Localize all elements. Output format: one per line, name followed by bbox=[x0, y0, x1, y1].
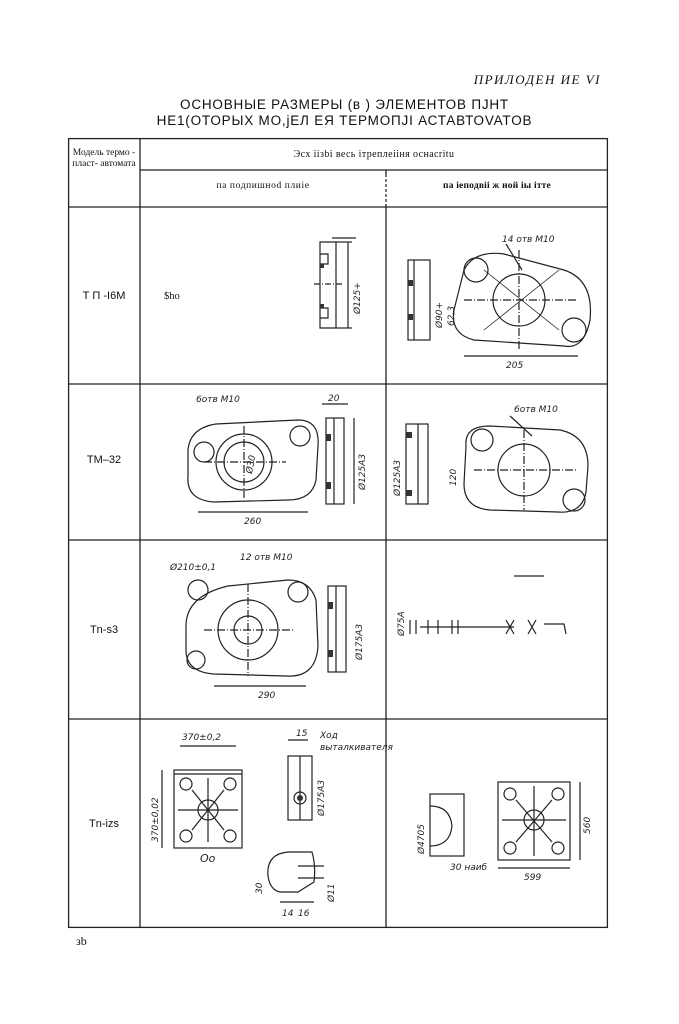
dim-r2f-1: Ø30 bbox=[245, 454, 259, 475]
model-row-1: Т П -I6М bbox=[82, 290, 126, 302]
drawing-r3-moving bbox=[394, 570, 604, 650]
dim-r4f-9: 16 bbox=[298, 909, 310, 919]
dim-r2f-0: 6отв М10 bbox=[196, 395, 240, 405]
dim-r4f-8: 14 bbox=[282, 909, 294, 919]
dim-r3m-0: Ø75A bbox=[397, 611, 407, 636]
dim-r1m-2: 62,3 bbox=[447, 305, 457, 326]
dim-r4m-3: 599 bbox=[524, 873, 542, 883]
dim-r4f-5: Ø175A3 bbox=[317, 779, 327, 816]
drawing-r4-moving bbox=[394, 764, 600, 884]
drawing-r2-fixed bbox=[168, 390, 378, 530]
model-row-4: Tn-izs bbox=[89, 818, 119, 830]
dim-r1m-1: Ø90+ bbox=[435, 301, 445, 328]
dim-r1m-3: 205 bbox=[506, 361, 524, 371]
page-number: зb bbox=[76, 934, 87, 948]
dim-r4f-4: 370±0,02 bbox=[151, 797, 161, 842]
dim-r1m-0: 14 отв М10 bbox=[502, 235, 555, 245]
dim-r2m-1: Ø125A3 bbox=[393, 459, 403, 496]
drawing-r3-fixed bbox=[168, 550, 378, 700]
drawing-r1-fixed bbox=[308, 234, 368, 344]
drawing-r2-moving bbox=[390, 396, 604, 526]
drawing-r4-fixed bbox=[148, 726, 393, 922]
dim-r2f-3: Ø125A3 bbox=[358, 453, 368, 490]
appendix-label: ПРИЛОДЕН ИЕ VI bbox=[473, 72, 601, 87]
dim-r4f-7: 30 bbox=[255, 882, 265, 894]
row-1-note: $ho bbox=[164, 291, 180, 302]
drawing-r1-moving bbox=[394, 230, 606, 370]
dim-r2f-2: 20 bbox=[328, 394, 340, 404]
page-title-line-2: НЕ1(ОТОРЫХ МО,јЕЛ ЕЯ ТЕРМОПЈІ АСТАВТОVATOB bbox=[156, 113, 533, 128]
dim-r4f-10: Ø11 bbox=[327, 883, 337, 902]
dim-r4f-6: Оо bbox=[200, 852, 216, 865]
model-row-3: Tn-s3 bbox=[89, 624, 119, 636]
dim-r3f-1: 12 отв М10 bbox=[240, 553, 293, 563]
dim-r4m-1: 560 bbox=[583, 816, 593, 834]
dim-r3f-0: Ø210±0,1 bbox=[170, 563, 217, 573]
dim-r4f-0: 370±0,2 bbox=[182, 733, 222, 743]
header-model: Модель термо - пласт- автомата bbox=[72, 148, 136, 169]
dim-r4m-2: 30 наиб bbox=[450, 863, 488, 873]
dim-r4f-2: Ход bbox=[320, 731, 338, 741]
dim-r2m-0: 6отв М10 bbox=[514, 405, 558, 415]
header-moving-plate: па іеподвіі ж ной іы ітте bbox=[443, 181, 551, 191]
dimensions-table bbox=[68, 138, 608, 928]
model-row-2: ТМ–32 bbox=[86, 454, 122, 466]
dim-r2f-4: 260 bbox=[244, 517, 262, 527]
dim-r4f-1: 15 bbox=[296, 729, 308, 739]
page-title-line-1: ОСНОВНЫЕ РАЗМЕРЫ (в ) ЭЛЕМЕНТОВ ПЈНТ bbox=[180, 97, 509, 112]
header-fixed-plate: па подпишноd плиіе bbox=[216, 181, 310, 191]
dim-r3f-2: Ø175A3 bbox=[355, 623, 365, 660]
dim-r4f-3: выталкивателя bbox=[320, 743, 393, 753]
header-attachment: Эсх іізbі весь ітреплеііня оснаcritu bbox=[293, 149, 455, 160]
dim-r1f-0: Ø125+ bbox=[353, 282, 363, 314]
dim-r2m-2: 120 bbox=[449, 468, 459, 486]
dim-r3f-3: 290 bbox=[258, 691, 276, 701]
dim-r4m-0: Ø4705 bbox=[417, 824, 427, 854]
